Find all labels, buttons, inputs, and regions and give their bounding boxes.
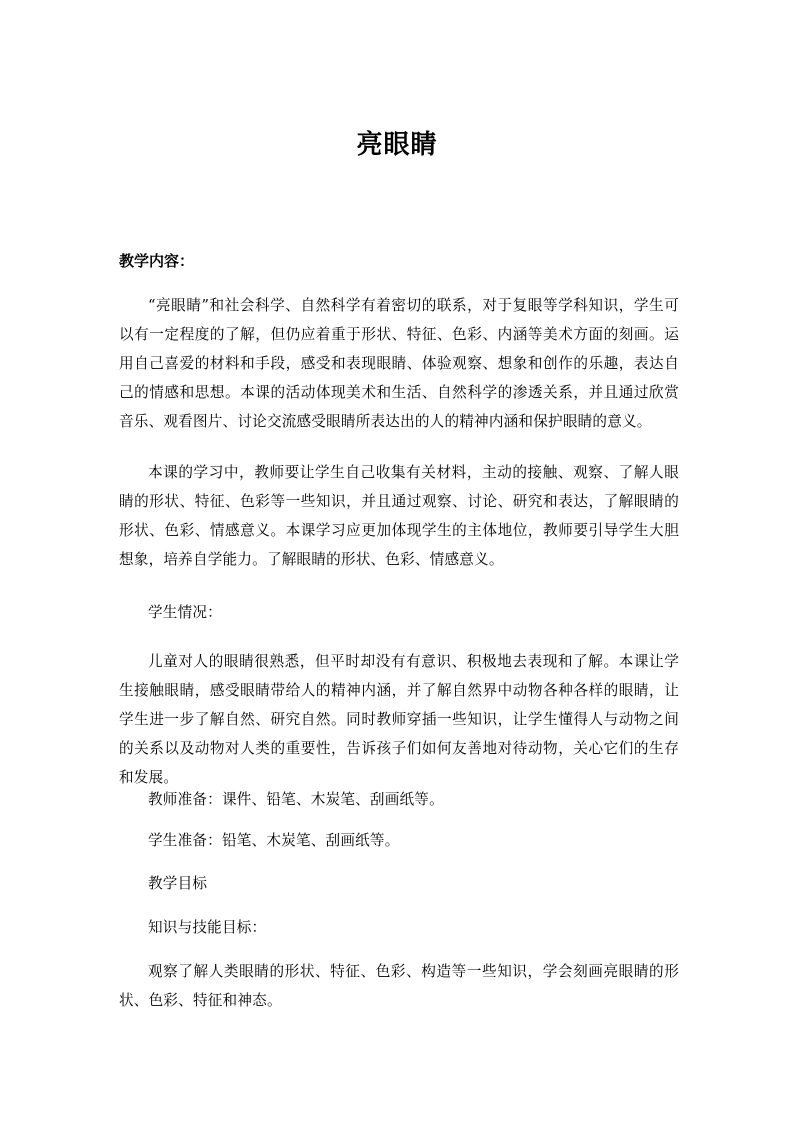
- heading-knowledge-skill-objectives: 知识与技能目标：: [148, 919, 267, 936]
- page-title: 亮眼睛: [356, 130, 438, 160]
- paragraph-learning-process: 本课的学习中，教师要让学生自己收集有关材料，主动的接触、观察、了解人眼睛的形状、特征、色彩等一些知识，并且通过观察、讨论、研究和表达，了解眼睛的形状、色彩、情感意义。本课学习应更加体现学生的主体地位，教师要引导学生大胆想象，培养自学能力。了解眼睛的形状、色彩、情感意义。: [119, 464, 679, 568]
- paragraph-teaching-content: “亮眼睛”和社会科学、自然科学有着密切的联系，对于复眼等学科知识，学生可以有一定程度的了解，但仍应着重于形状、特征、色彩、内涵等美术方面的刻画。运用自己喜爱的材料和手段，感受和表现眼睛、体验观察、想象和创作的乐趣，表达自己的情感和思想。本课的活动体现美术和生活、自然科学的渗透关系，并且通过欣赏音乐、观看图片、讨论交流感受眼睛所表达出的人的精神内涵和保护眼睛的意义。: [119, 297, 679, 430]
- paragraph-knowledge-skill-objectives: 观察了解人类眼睛的形状、特征、色彩、构造等一些知识，学会刻画亮眼睛的形状、色彩、特征和神态。: [119, 963, 679, 1009]
- heading-teaching-objectives: 教学目标: [148, 875, 208, 892]
- paragraph-student-preparation: 学生准备：铅笔、木炭笔、刮画纸等。: [148, 832, 400, 849]
- paragraph-student-situation: 儿童对人的眼睛很熟悉，但平时却没有有意识、积极地去表现和了解。本课让学生接触眼睛，感受眼睛带给人的精神内涵，并了解自然界中动物各种各样的眼睛，让学生进一步了解自然、研究自然。同时教师穿插一些知识，让学生懂得人与动物之间的关系以及动物对人类的重要性，告诉孩子们如何友善地对待动物，关心它们的生存和发展。: [119, 653, 679, 786]
- heading-student-situation: 学生情况：: [148, 604, 222, 621]
- paragraph-teacher-preparation: 教师准备：课件、铅笔、木炭笔、刮画纸等。: [148, 791, 444, 808]
- section-heading-teaching-content: 教学内容：: [119, 252, 195, 270]
